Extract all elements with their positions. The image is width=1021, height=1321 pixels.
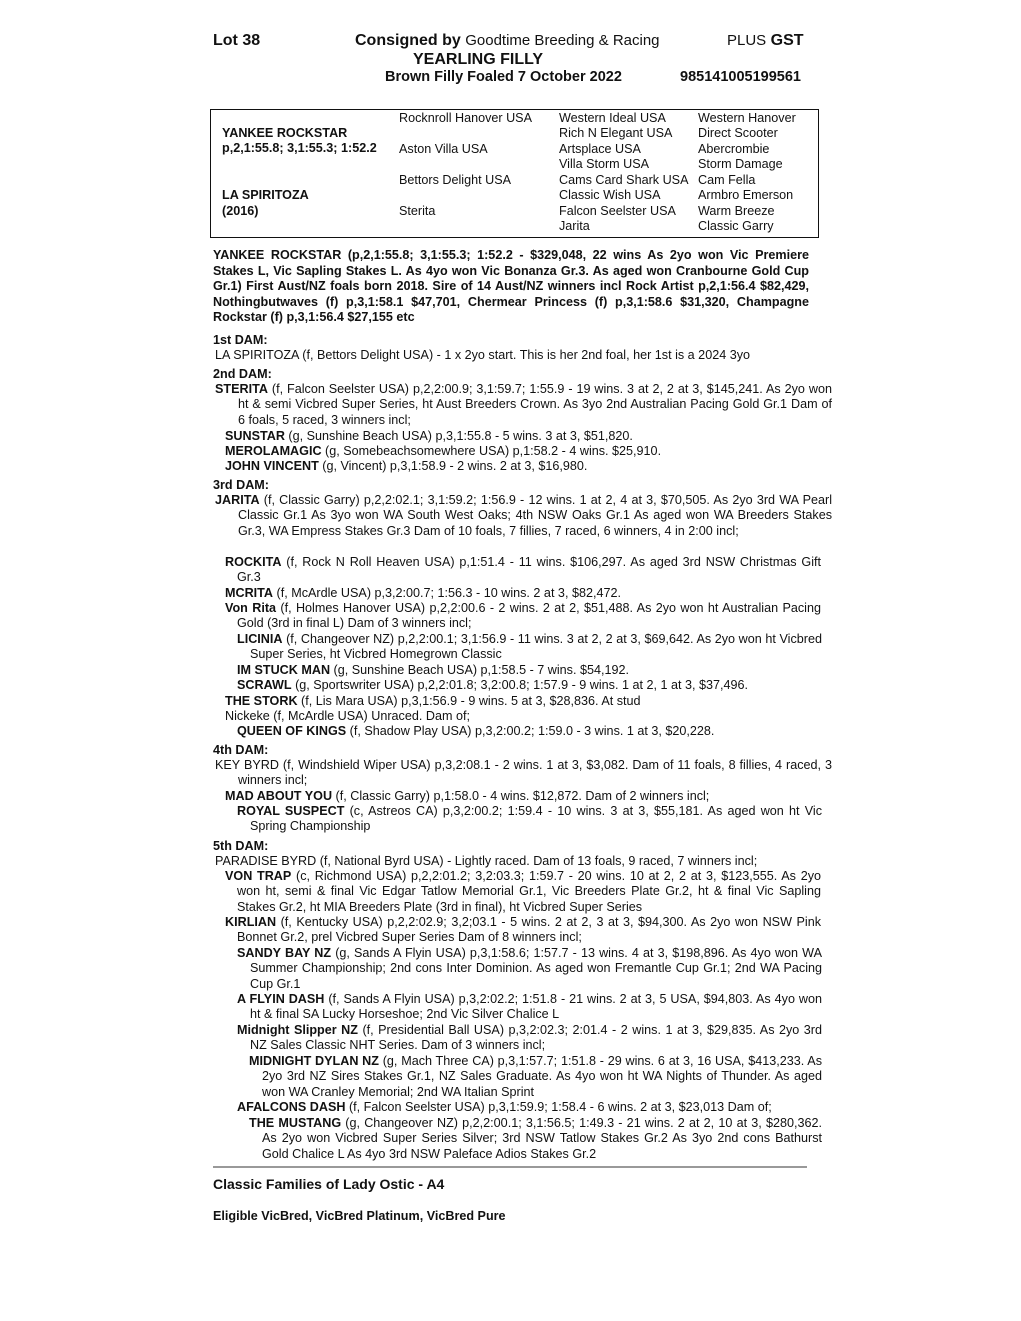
entry-name: MCRITA [225,586,274,600]
entry-text: (g, Sunshine Beach USA) p,1:58.5 - 7 wins. $54,192. [330,663,629,677]
pedigree-entry [249,1054,822,1100]
consigned-label: Consigned by [355,32,461,49]
entry-name: THE STORK [225,694,298,708]
second-dam-heading: 2nd DAM: [213,367,272,381]
pedigree-entry [237,663,809,678]
pedigree-g3: Falcon Seelster USA [559,204,676,218]
pedigree-entry [237,946,822,992]
entry-name: THE MUSTANG [249,1116,342,1130]
pedigree-entry [225,709,809,724]
gst-label [727,32,804,50]
pedigree-entry [225,555,821,586]
pedigree-entry [225,586,809,601]
lot-number: Lot 38 [213,32,261,49]
fifth-dam-heading: 5th DAM: [213,839,269,853]
pedigree-entry [237,724,809,739]
entry-text: (f, McArdle USA) p,3,2:00.7; 1:56.3 - 10 wins. 2 at 3, $82,472. [273,586,621,600]
pedigree-table [210,109,819,238]
entry-text: Nickeke (f, McArdle USA) Unraced. Dam of; [225,709,470,723]
lot-description: Brown Filly Foaled 7 October 2022 [385,69,622,85]
plus-text: PLUS [727,32,767,49]
pedigree-entry [249,1116,822,1162]
entry-text: KEY BYRD (f, Windshield Wiper USA) p,3,2:08.1 - 2 wins. 1 at 3, $3,082. Dam of 11 foals, 8 fillies, 4 raced, 3 winners incl; [215,758,832,788]
eligibility-note: Eligible VicBred, VicBred Platinum, VicBred Pure [213,1209,506,1223]
pedigree-entry [225,694,809,709]
pedigree-entry [225,429,821,444]
entry-name: IM STUCK MAN [237,663,331,677]
pedigree-entry [215,758,832,789]
entry-text: (f, Holmes Hanover USA) p,2,2:00.6 - 2 wins. 2 at 2, $51,488. As 2yo won ht Australian Pacing Gold (3rd in final L) Dam of 3 winners incl; [237,601,821,631]
pedigree-g2-dam-sire: Bettors Delight USA [399,173,511,187]
pedigree-g4: Warm Breeze [698,204,775,218]
dam-year: (2016) [222,204,259,218]
entry-name: VON TRAP [225,869,292,883]
pedigree-g2-sire-dam: Aston Villa USA [399,142,488,156]
family-note: Classic Families of Lady Ostic - A4 [213,1176,445,1192]
pedigree-entry [225,915,821,946]
entry-text: (f, Shadow Play USA) p,3,2:00.2; 1:59.0 - 3 wins. 1 at 3, $20,228. [346,724,715,738]
entry-name: ROYAL SUSPECT [237,804,345,818]
pedigree-g2-dam-dam: Sterita [399,204,436,218]
entry-text: (f, Falcon Seelster USA) p,2,2:00.9; 3,1:59.7; 1:55.9 - 19 wins. 3 at 2, 2 at 3, $145,241. As 2yo won ht & semi Vicbred Super Series, ht Aust Breeders Crown. As 3yo 2nd Australian Pacing Gold Gr.1 Dam of 6 foals, 5 raced, 3 winners incl; [238,382,832,427]
fourth-dam-heading: 4th DAM: [213,743,269,757]
entry-name: Von Rita [225,601,277,615]
pedigree-g3: Western Ideal USA [559,111,666,125]
microchip-number: 985141005199561 [680,69,801,85]
pedigree-g4: Storm Damage [698,157,783,171]
entry-name: Midnight Slipper NZ [237,1023,358,1037]
pedigree-g4: Armbro Emerson [698,188,794,202]
first-dam-text: LA SPIRITOZA (f, Bettors Delight USA) - 1 x 2yo start. This is her 2nd foal, her 1st is a 2024 3yo [215,348,751,362]
entry-name: JOHN VINCENT [225,459,319,473]
pedigree-entry [215,854,809,869]
sire-name: YANKEE ROCKSTAR [222,126,348,140]
pedigree-g2-sire-sire: Rocknroll Hanover USA [399,111,532,125]
entry-text: (f, Rock N Roll Heaven USA) p,1:51.4 - 11 wins. $106,297. As aged 3rd NSW Christmas Gift Gr.3 [237,555,821,585]
entry-text: (g, Changeover NZ) p,2,2:00.1; 3,1:56.5; 1:49.3 - 21 wins. 2 at 2, 10 at 3, $280,362. As 2yo won Vicbred Super Series Silver; 3rd NSW Tatlow Stakes Gr.2 As 3yo 2nd cons Bathurst Gold Chalice L As 4yo 3rd NSW Paleface Adios Stakes Gr.2 [262,1116,822,1161]
entry-name: MAD ABOUT YOU [225,789,333,803]
entry-text: PARADISE BYRD (f, National Byrd USA) - Lightly raced. Dam of 13 foals, 9 raced, 7 winners incl; [215,854,758,868]
pedigree-g3: Rich N Elegant USA [559,126,673,140]
entry-name: ROCKITA [225,555,282,569]
entry-name: MIDNIGHT DYLAN NZ [249,1054,379,1068]
entry-text: (f, Classic Garry) p,2,2:02.1; 3,1:59.2; 1:56.9 - 12 wins. 1 at 2, 4 at 3, $70,505. As 2yo 3rd WA Pearl Classic Gr.1 As 3yo won WA South West Oaks; 4th NSW Oaks Gr.1 As aged won WA Breeders Stakes Gr.3, WA Empress Stakes Gr.3 Dam of 10 foals, 7 fillies, 7 raced, 6 winners, 4 in 2:00 incl; [238,493,832,538]
pedigree-entry [225,601,821,632]
pedigree-entry [215,493,832,539]
entry-text: (f, Falcon Seelster USA) p,3,1:59.9; 1:58.4 - 6 wins. 2 at 3, $23,013 Dam of; [345,1100,772,1114]
consigned-line [355,32,660,50]
pedigree-entry [237,678,809,693]
entry-name: STERITA [215,382,268,396]
entry-text: (g, Sportswriter USA) p,2,2:01.8; 3,2:00.8; 1:57.9 - 9 wins. 1 at 2, 1 at 3, $37,496. [291,678,749,692]
entry-name: SCRAWL [237,678,292,692]
pedigree-g4: Cam Fella [698,173,756,187]
entry-text: (c, Astreos CA) p,3,2:00.2; 1:59.4 - 10 wins. 3 at 3, $55,181. As aged won ht Vic Spring Championship [250,804,822,834]
sire-summary: YANKEE ROCKSTAR (p,2,1:55.8; 3,1:55.3; 1:52.2 - $329,048, 22 wins As 2yo won Vic Premiere Stakes L, Vic Sapling Stakes L. As 4yo won Vic Bonanza Gr.3. As aged won Cranbourne Gold Cup Gr.1) First Aust/NZ foals born 2018. Sire of 14 Aust/NZ winners incl Rock Artist p,2,1:56.4 $82,429, Nothingbutwaves (f) p,3,1:58.1 $47,701, Chermear Princess (f) p,3,1:58.6 $31,320, Champagne Rockstar (f) p,3,1:56.4 $27,155 etc [213,248,809,325]
entry-text: (f, Changeover NZ) p,2,2:00.1; 3,1:56.9 - 11 wins. 3 at 2, 2 at 3, $69,642. As 2yo won ht Vicbred Super Series, ht Vicbred Homegrown Classic [250,632,822,662]
pedigree-g3: Villa Storm USA [559,157,650,171]
section-divider [213,1166,807,1168]
dam-name: LA SPIRITOZA [222,188,309,202]
entry-text: (f, Lis Mara USA) p,3,1:56.9 - 9 wins. 5 at 3, $28,836. At stud [297,694,641,708]
entry-text: (f, Classic Garry) p,1:58.0 - 4 wins. $12,872. Dam of 2 winners incl; [332,789,710,803]
sire-record: p,2,1:55.8; 3,1:55.3; 1:52.2 [222,141,377,155]
entry-text: (f, Presidential Ball USA) p,3,2:02.3; 2:01.4 - 2 wins. 1 at 3, $29,835. As 2yo 3rd NZ Sales Classic NHT Series. Dam of 3 winners incl; [250,1023,822,1053]
entry-text: (g, Mach Three CA) p,3,1:57.7; 1:51.8 - 29 wins. 6 at 3, 16 USA, $413,233. As 2yo 3rd NZ Sires Stakes Gr.1, NZ Sales Graduate. As 4yo won ht WA Nights of Thunder. As aged won WA Cranley Memorial; 2nd WA Italian Sprint [262,1054,822,1099]
pedigree-entry [237,632,822,663]
first-dam-heading: 1st DAM: [213,333,268,347]
pedigree-entry [237,804,822,835]
pedigree-entry [237,1100,809,1115]
pedigree-g3: Classic Wish USA [559,188,661,202]
pedigree-g3: Artsplace USA [559,142,641,156]
entry-text: (g, Sunshine Beach USA) p,3,1:55.8 - 5 wins. 3 at 3, $51,820. [284,429,633,443]
entry-text: (f, Sands A Flyin USA) p,3,2:02.2; 1:51.8 - 21 wins. 2 at 3, 5 USA, $94,803. As 4yo won ht & final SA Lucky Horseshoe; 2nd Vic Silver Chalice L [250,992,822,1022]
entry-name: SANDY BAY NZ [237,946,332,960]
pedigree-g3: Cams Card Shark USA [559,173,689,187]
entry-name: QUEEN OF KINGS [237,724,347,738]
entry-name: AFALCONS DASH [237,1100,346,1114]
entry-name: LICINIA [237,632,283,646]
entry-text: (g, Sands A Flyin USA) p,3,1:58.6; 1:57.7 - 13 wins. 4 at 3, $198,896. As 4yo won WA Summer Championship; 2nd cons Inter Dominion. As aged won Fremantle Cup Gr.1; 2nd WA Pacing Cup Gr.1 [250,946,822,991]
entry-text: (g, Vincent) p,3,1:58.9 - 2 wins. 2 at 3, $16,980. [318,459,588,473]
pedigree-g4: Direct Scooter [698,126,778,140]
pedigree-g3: Jarita [559,219,590,233]
pedigree-entry [225,869,821,915]
pedigree-entry [237,1023,822,1054]
entry-text: (g, Somebeachsomewhere USA) p,1:58.2 - 4 wins. $25,910. [321,444,662,458]
pedigree-entry [225,444,809,459]
pedigree-entry [215,382,832,428]
lot-type: YEARLING FILLY [413,51,544,68]
entry-name: JARITA [215,493,260,507]
pedigree-g4: Western Hanover [698,111,796,125]
pedigree-g4: Abercrombie [698,142,770,156]
entry-name: KIRLIAN [225,915,277,929]
entry-name: MEROLAMAGIC [225,444,322,458]
pedigree-g4: Classic Garry [698,219,774,233]
gst-text: GST [770,32,804,49]
pedigree-entry [225,789,809,804]
entry-name: SUNSTAR [225,429,285,443]
entry-text: (c, Richmond USA) p,2,2:01.2; 3,2:03.3; 1:59.7 - 20 wins. 10 at 2, 2 at 3, $123,555. As 2yo won ht, semi & final Vic Edgar Tatlow Memorial Gr.1, Vic Breeders Plate Gr.2, ht & final Vic Sapling Stakes Gr.2, ht MIA Breeders Plate (3rd in final), ht Vicbred Super Series [237,869,821,914]
pedigree-entry [225,459,809,474]
third-dam-heading: 3rd DAM: [213,478,269,492]
entry-text: (f, Kentucky USA) p,2,2:02.9; 3,2;03.1 - 5 wins. 2 at 2, 3 at 3, $94,300. As 2yo won NSW Pink Bonnet Gr.2, prel Vicbred Super Series Dam of 8 winners incl; [237,915,821,945]
entry-name: A FLYIN DASH [237,992,325,1006]
consignor-name: Goodtime Breeding & Racing [465,32,660,49]
pedigree-entry [237,992,822,1023]
